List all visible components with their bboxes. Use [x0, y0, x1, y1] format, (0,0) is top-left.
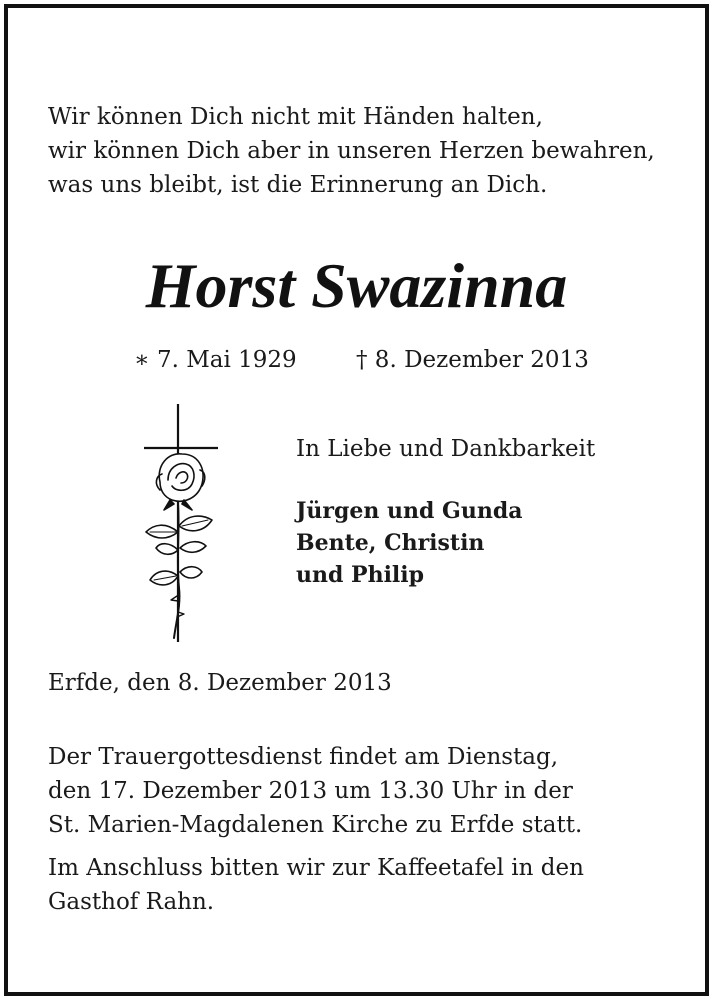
obituary-notice [4, 4, 709, 996]
service-line: St. Marien-Magdalenen Kirche zu Erfde statt. [48, 812, 583, 838]
dedication-line: In Liebe und Dankbarkeit [296, 436, 596, 462]
signer-line: und Philip [296, 562, 425, 588]
birth-date: ∗ 7. Mai 1929 [134, 347, 297, 373]
memorial-poem [48, 100, 655, 202]
signer-line: Jürgen und Gunda [296, 498, 523, 524]
poem-line: Wir können Dich nicht mit Händen halten, [48, 104, 543, 130]
funeral-service-info [48, 740, 582, 842]
service-line: Der Trauergottesdienst findet am Dienstag, [48, 744, 559, 770]
rose-icon [146, 454, 212, 638]
cross-with-rose-emblem [126, 400, 226, 646]
deceased-name: Horst Swazinna [145, 250, 568, 321]
death-date: † 8. Dezember 2013 [356, 347, 589, 373]
poem-line: was uns bleibt, ist die Erinnerung an Dich. [48, 172, 548, 198]
signer-line: Bente, Christin [296, 530, 485, 556]
signers [296, 495, 522, 591]
poem-line: wir können Dich aber in unseren Herzen bewahren, [48, 138, 655, 164]
reception-invitation [48, 851, 584, 919]
invitation-line: Im Anschluss bitten wir zur Kaffeetafel in den [48, 855, 584, 881]
place-and-date: Erfde, den 8. Dezember 2013 [48, 670, 392, 696]
invitation-line: Gasthof Rahn. [48, 889, 215, 915]
service-line: den 17. Dezember 2013 um 13.30 Uhr in der [48, 778, 573, 804]
